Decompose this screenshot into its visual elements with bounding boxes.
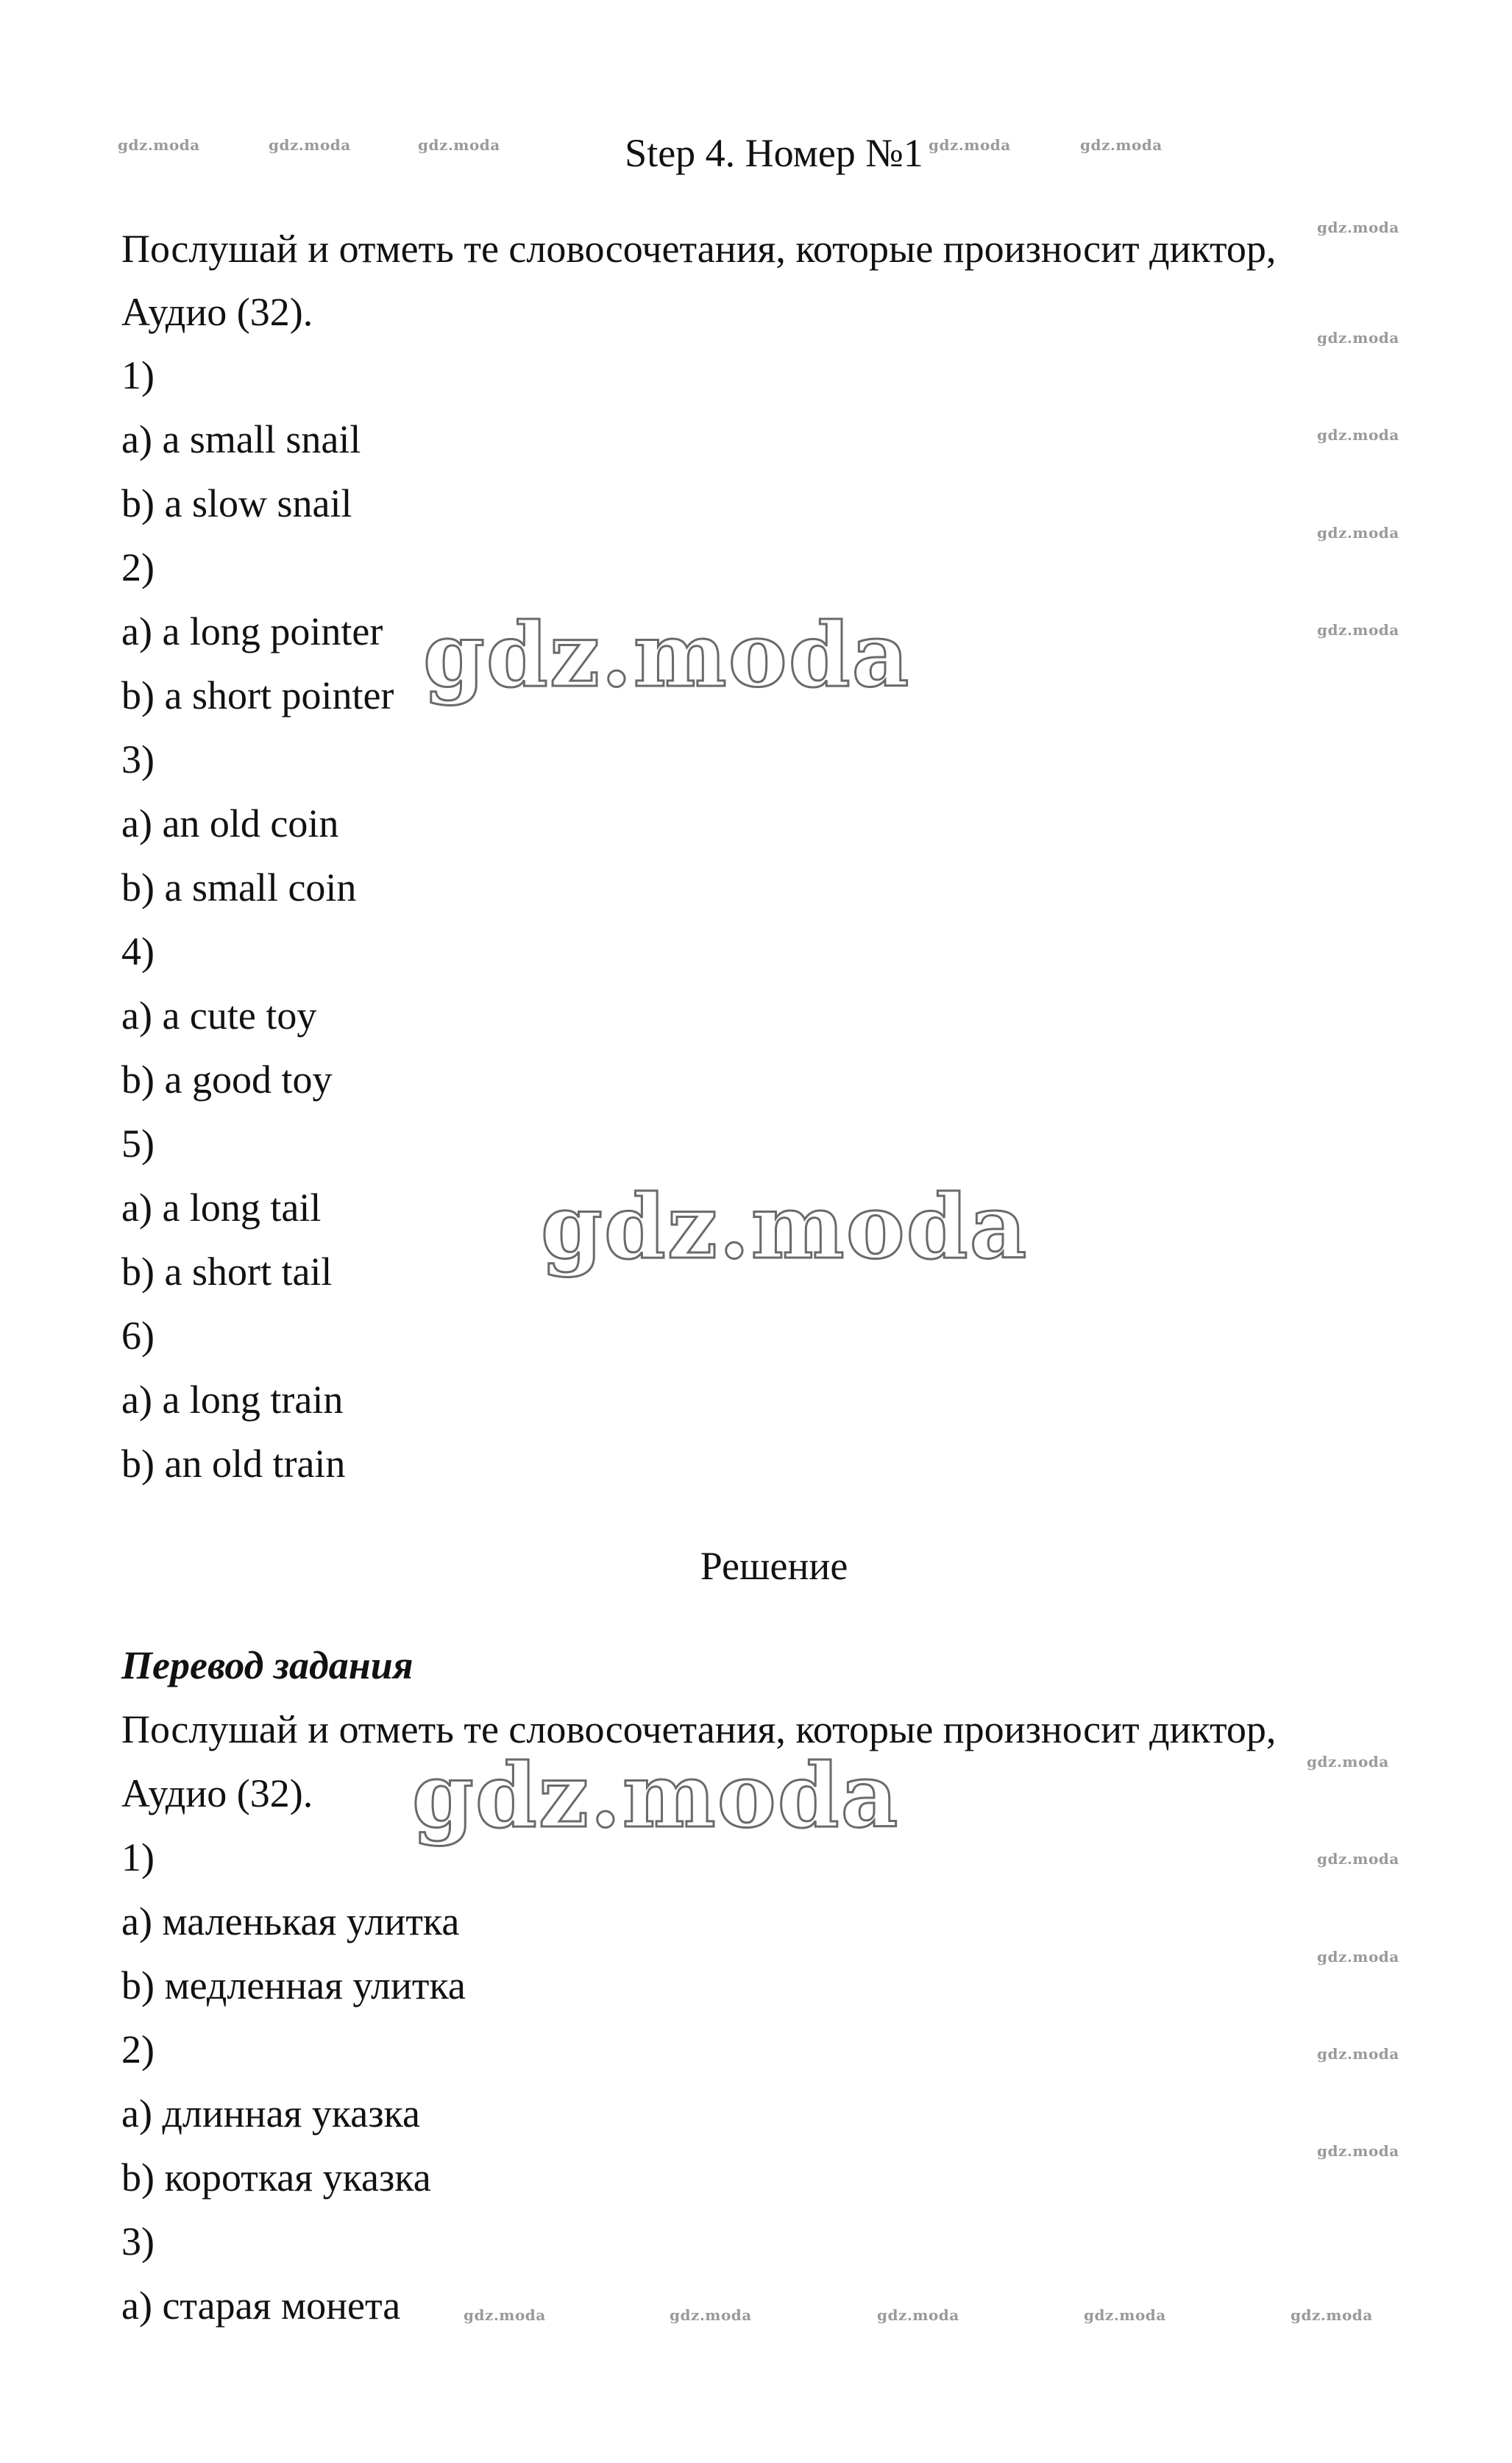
watermark-small: gdz.moda bbox=[1084, 2306, 1166, 2324]
watermark-small: gdz.moda bbox=[1317, 621, 1399, 639]
watermark-small: gdz.moda bbox=[1317, 426, 1399, 444]
task-option-b: b) a slow snail bbox=[121, 481, 352, 525]
watermark-small: gdz.moda bbox=[1317, 2142, 1399, 2160]
task-option-a: a) a long train bbox=[121, 1378, 344, 1422]
translation-title: Перевод задания bbox=[121, 1643, 414, 1687]
watermark-small: gdz.moda bbox=[418, 136, 500, 154]
task-item-number: 3) bbox=[121, 737, 155, 782]
translation-option-b: b) медленная улитка bbox=[121, 1963, 466, 2007]
translation-item-number: 2) bbox=[121, 2027, 155, 2072]
task-option-b: b) a small coin bbox=[121, 865, 357, 910]
watermark-small: gdz.moda bbox=[1291, 2306, 1373, 2324]
task-option-b: b) a good toy bbox=[121, 1057, 333, 1102]
translation-option-a: a) маленькая улитка bbox=[121, 1899, 460, 1943]
solution-heading: Решение bbox=[700, 1544, 848, 1588]
task-option-a: a) a small snail bbox=[121, 417, 361, 461]
watermark-small: gdz.moda bbox=[877, 2306, 959, 2324]
task-item-number: 6) bbox=[121, 1314, 155, 1358]
watermark-large: gdz.moda bbox=[412, 1744, 900, 1848]
watermark-large: gdz.moda bbox=[423, 603, 911, 707]
task-item-number: 2) bbox=[121, 545, 155, 589]
translation-item-number: 3) bbox=[121, 2219, 155, 2264]
watermark-small: gdz.moda bbox=[929, 136, 1011, 154]
page-title: Step 4. Номер №1 bbox=[625, 131, 923, 175]
watermark-small: gdz.moda bbox=[1317, 524, 1399, 542]
task-option-b: b) a short pointer bbox=[121, 673, 394, 717]
task-option-a: a) a cute toy bbox=[121, 993, 317, 1038]
task-option-b: b) an old train bbox=[121, 1442, 346, 1486]
task-item-number: 5) bbox=[121, 1121, 155, 1166]
translation-option-a: a) длинная указка bbox=[121, 2091, 420, 2136]
task-instruction-line-1: Послушай и отметь те словосочетания, которые произносит диктор, bbox=[121, 227, 1277, 271]
watermark-small: gdz.moda bbox=[1307, 1753, 1389, 1771]
watermark-small: gdz.moda bbox=[1317, 2045, 1399, 2063]
watermark-small: gdz.moda bbox=[464, 2306, 546, 2324]
task-option-a: a) a long pointer bbox=[121, 609, 383, 653]
watermark-small: gdz.moda bbox=[1317, 219, 1399, 236]
task-instruction-line-2: Аудио (32). bbox=[121, 290, 313, 334]
watermark-small: gdz.moda bbox=[1317, 1850, 1399, 1868]
watermark-small: gdz.moda bbox=[1317, 1948, 1399, 1966]
watermark-small: gdz.moda bbox=[1317, 329, 1399, 347]
translation-instruction-line-2: Аудио (32). bbox=[121, 1771, 313, 1815]
watermark-small: gdz.moda bbox=[670, 2306, 752, 2324]
task-option-a: a) a long tail bbox=[121, 1186, 322, 1230]
watermark-small: gdz.moda bbox=[118, 136, 200, 154]
task-item-number: 1) bbox=[121, 353, 155, 397]
translation-instruction-line-1: Послушай и отметь те словосочетания, которые произносит диктор, bbox=[121, 1707, 1277, 1751]
translation-option-a: a) старая монета bbox=[121, 2283, 401, 2328]
task-option-b: b) a short tail bbox=[121, 1250, 333, 1294]
translation-item-number: 1) bbox=[121, 1835, 155, 1879]
watermark-small: gdz.moda bbox=[1080, 136, 1163, 154]
watermark-small: gdz.moda bbox=[269, 136, 351, 154]
task-option-a: a) an old coin bbox=[121, 801, 339, 846]
watermark-large: gdz.moda bbox=[541, 1175, 1029, 1279]
task-item-number: 4) bbox=[121, 929, 155, 974]
translation-option-b: b) короткая указка bbox=[121, 2155, 431, 2200]
